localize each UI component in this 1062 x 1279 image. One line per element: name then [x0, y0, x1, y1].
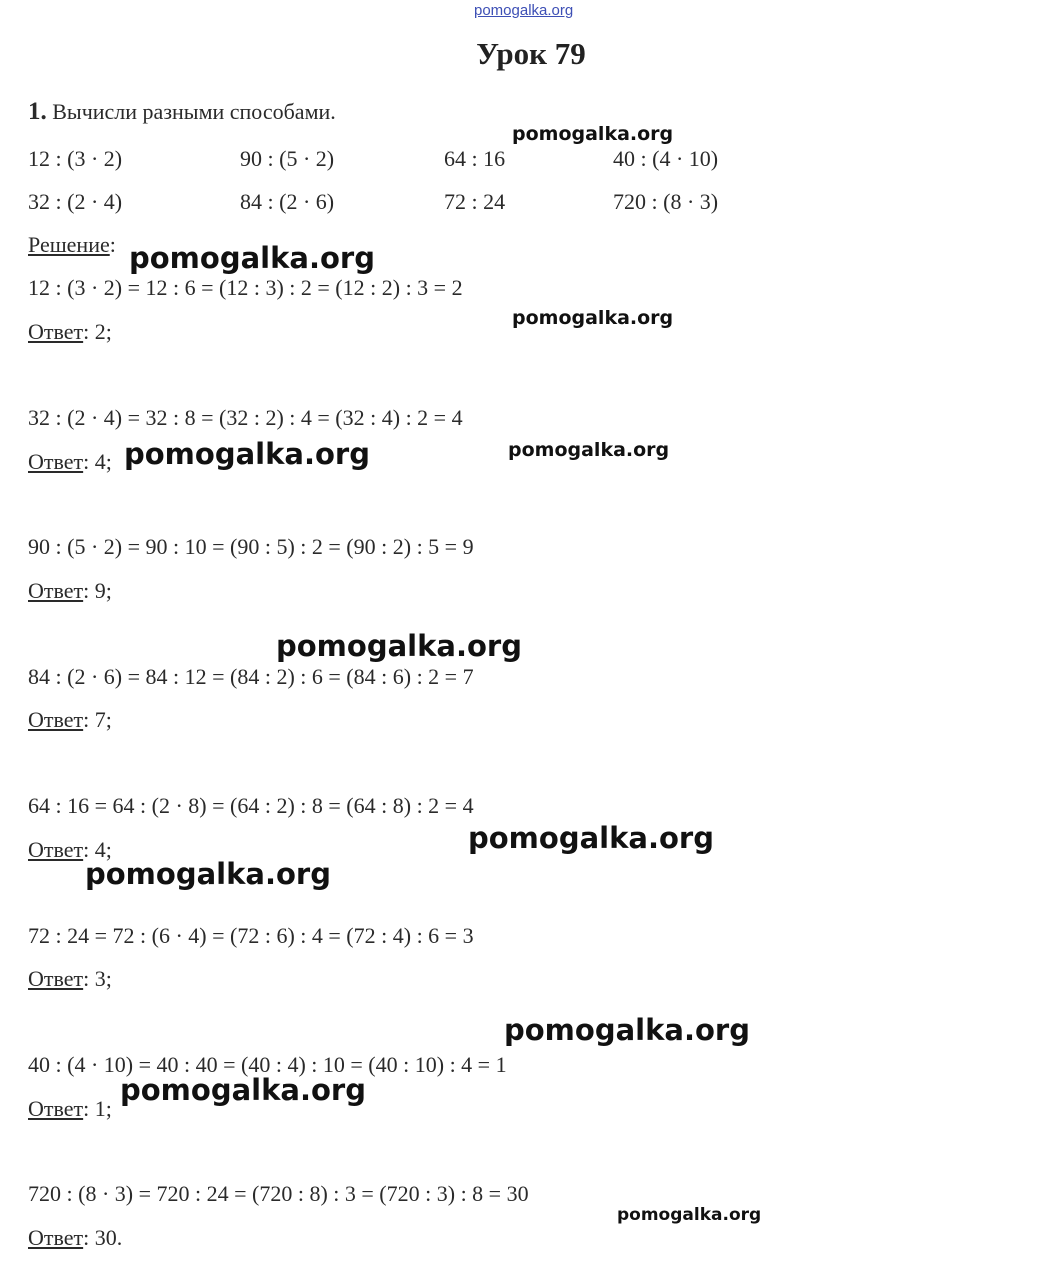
solution-equation: 12 : (3 · 2) = 12 : 6 = (12 : 3) : 2 = (12 : 2) : 3 = 2 — [28, 275, 463, 300]
answer-label: Ответ — [28, 449, 84, 474]
answer-label: Ответ — [28, 707, 84, 732]
answer-value: : 7; — [83, 707, 112, 732]
watermark: pomogalka.org — [512, 123, 674, 145]
watermark: pomogalka.org — [276, 629, 522, 663]
watermark: pomogalka.org — [120, 1073, 366, 1107]
watermark: pomogalka.org — [508, 439, 670, 461]
expression: 40 : (4 · 10) — [613, 146, 719, 171]
expression: 90 : (5 · 2) — [240, 146, 335, 171]
watermark: pomogalka.org — [468, 821, 714, 855]
expression: 32 : (2 · 4) — [28, 189, 123, 214]
watermark: pomogalka.org — [129, 241, 375, 275]
answer-value: : 1; — [83, 1096, 112, 1121]
answer-value: : 30. — [83, 1225, 123, 1250]
expression: 84 : (2 · 6) — [240, 189, 335, 214]
answer-value: : 3; — [83, 966, 112, 991]
solution-equation: 90 : (5 · 2) = 90 : 10 = (90 : 5) : 2 = (90 : 2) : 5 = 9 — [28, 534, 474, 559]
watermark: pomogalka.org — [85, 857, 331, 891]
answer-label: Ответ — [28, 1096, 84, 1121]
answer-line — [28, 1096, 112, 1122]
answer-value: : 4; — [83, 837, 112, 862]
answer-line — [28, 449, 112, 475]
answer-label: Ответ — [28, 319, 84, 344]
answer-value: : 4; — [83, 449, 112, 474]
solution-equation: 84 : (2 · 6) = 84 : 12 = (84 : 2) : 6 = (84 : 6) : 2 = 7 — [28, 664, 474, 689]
answer-value: : 2; — [83, 319, 112, 344]
watermark: pomogalka.org — [617, 1205, 762, 1225]
solution-label: Решение: — [28, 232, 116, 257]
answer-label: Ответ — [28, 837, 84, 862]
task-number: 1. — [28, 98, 47, 125]
answer-label: Ответ — [28, 578, 84, 603]
solution-equation: 64 : 16 = 64 : (2 · 8) = (64 : 2) : 8 = (64 : 8) : 2 = 4 — [28, 793, 474, 818]
answer-label: Ответ — [28, 1225, 84, 1250]
answer-line — [28, 319, 112, 345]
answer-line — [28, 578, 112, 604]
expression: 64 : 16 — [444, 146, 506, 171]
site-link[interactable]: pomogalka.org — [474, 2, 574, 19]
solution-equation: 72 : 24 = 72 : (6 · 4) = (72 : 6) : 4 = (72 : 4) : 6 = 3 — [28, 923, 474, 948]
answer-line — [28, 1225, 122, 1251]
solution-equation: 720 : (8 · 3) = 720 : 24 = (720 : 8) : 3 = (720 : 3) : 8 = 30 — [28, 1181, 529, 1206]
watermark: pomogalka.org — [124, 437, 370, 471]
solution-equation: 40 : (4 · 10) = 40 : 40 = (40 : 4) : 10 = (40 : 10) : 4 = 1 — [28, 1052, 507, 1077]
solution-equation: 32 : (2 · 4) = 32 : 8 = (32 : 2) : 4 = (32 : 4) : 2 = 4 — [28, 405, 463, 430]
task-heading — [28, 98, 336, 126]
expression: 72 : 24 — [444, 189, 506, 214]
expression: 12 : (3 · 2) — [28, 146, 123, 171]
answer-label: Ответ — [28, 966, 84, 991]
expression: 720 : (8 · 3) — [613, 189, 719, 214]
answer-value: : 9; — [83, 578, 112, 603]
watermark: pomogalka.org — [504, 1013, 750, 1047]
page-title: Урок 79 — [476, 36, 586, 71]
watermark: pomogalka.org — [512, 307, 674, 329]
task-text: Вычисли разными способами. — [52, 99, 336, 124]
answer-line — [28, 966, 112, 992]
answer-line — [28, 707, 112, 733]
